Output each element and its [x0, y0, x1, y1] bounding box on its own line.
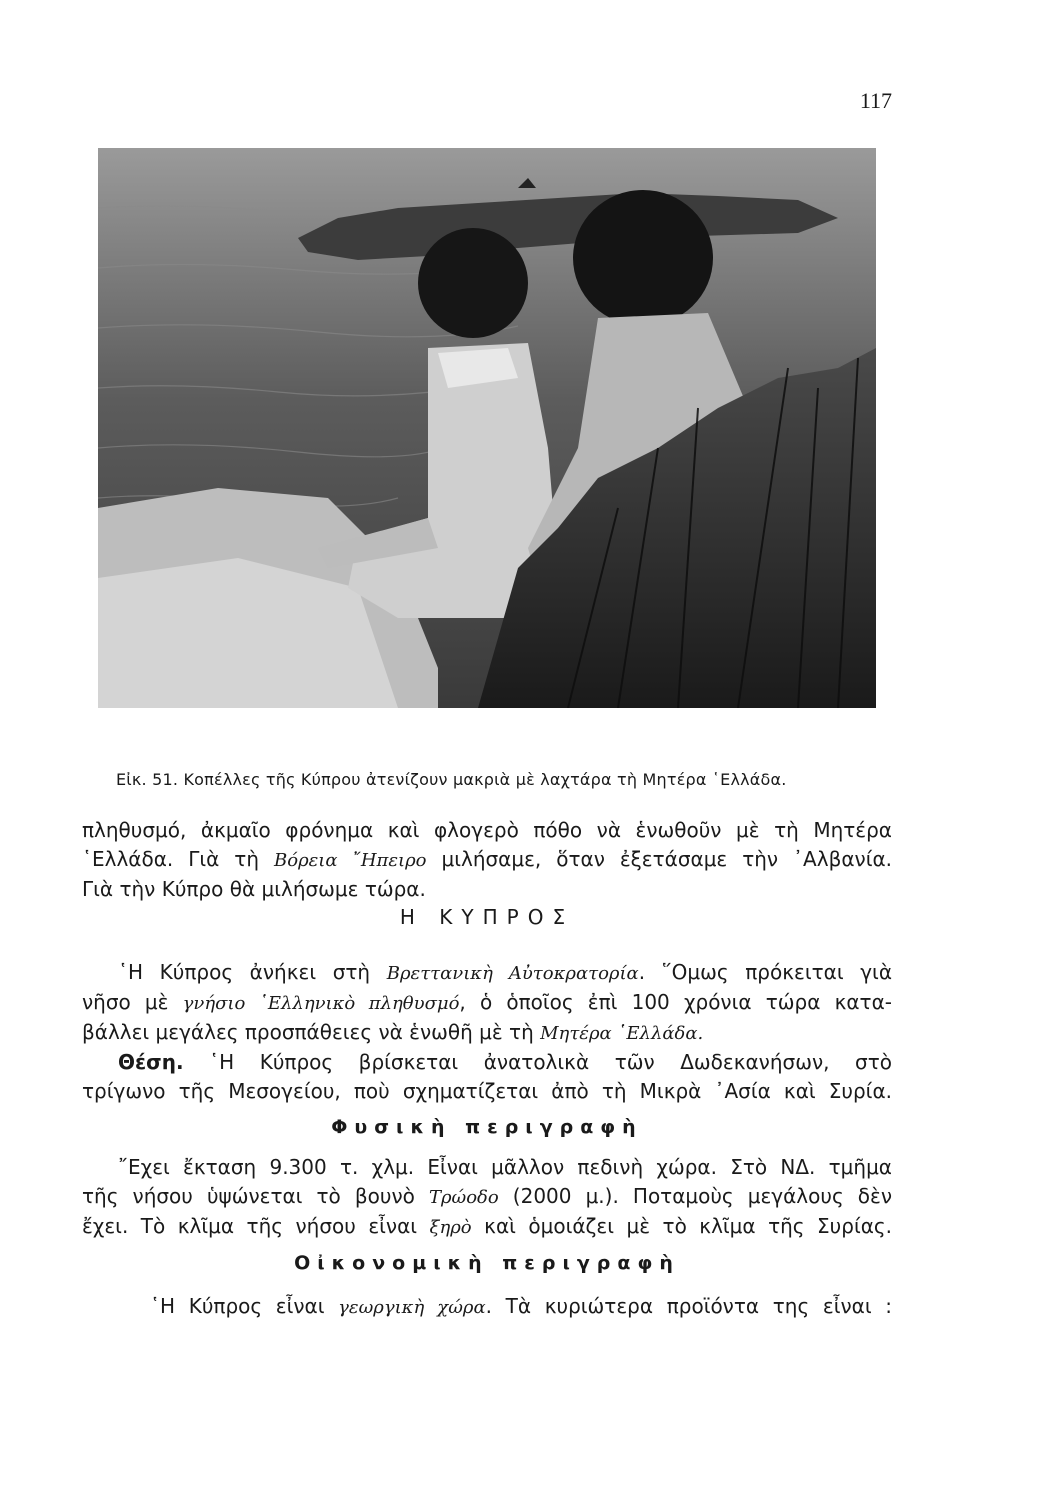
para4-line-1 [82, 1292, 892, 1322]
text: (2000 μ.). Ποταμοὺς μεγάλους δὲν [498, 1184, 892, 1208]
italic-text: γεωργικὴ χώρα [338, 1297, 486, 1318]
para2-line-1 [82, 1048, 892, 1077]
para3-line-1: ῎Εχει ἔκταση 9.300 τ. χλμ. Εἶναι μᾶλλον πεδινὴ χώρα. Στὸ ΝΔ. τμῆμα [118, 1155, 892, 1179]
text: . ῞Ομως πρόκειται γιὰ [638, 960, 892, 984]
page-number: 117 [859, 88, 892, 113]
text: , ὁ ὁποῖος ἐπὶ 100 χρόνια τώρα κατα- [459, 990, 892, 1014]
text: ῾Η Κύπρος βρίσκεται ἀνατολικὰ τῶν Δωδεκανήσων, στὸ [183, 1050, 892, 1074]
photo-icon [98, 148, 876, 708]
italic-text: Τρώοδο [428, 1187, 499, 1208]
intro-paragraph [82, 816, 892, 904]
text: καὶ ὁμοιάζει μὲ τὸ κλῖμα τῆς Συρίας. [471, 1214, 892, 1238]
text: . Τὰ κυριώτερα προϊόντα της εἶναι : [485, 1294, 892, 1318]
section-heading-physical: Φυσικὴ περιγραφὴ [331, 1116, 643, 1138]
heading-kypros: Η ΚΥΠΡΟΣ [399, 905, 575, 929]
italic-text: Μητέρα ῾Ελλάδα. [540, 1023, 704, 1044]
text: ῾Η Κύπρος ἀνήκει στὴ [118, 960, 387, 984]
italic-text: ξηρὸ [429, 1217, 472, 1238]
text: τῆς νήσου ὑψώνεται τὸ βουνὸ [82, 1184, 429, 1208]
text: βάλλει μεγάλες προσπάθειες νὰ ἑνωθῆ μὲ τὴ [82, 1020, 541, 1044]
paragraph-1 [82, 958, 892, 1048]
para3-line-3 [82, 1212, 892, 1242]
para3-line-2 [82, 1182, 892, 1212]
intro-line-1: πληθυσμό, ἀκμαῖο φρόνημα καὶ φλογερὸ πόθο νὰ ἑνωθοῦν μὲ τὴ Μητέρα [82, 818, 892, 842]
text: μιλήσαμε, ὅταν ἐξετάσαμε τὴν ᾿Αλβανία. [426, 847, 893, 871]
para1-line-2 [82, 988, 892, 1018]
intro-line-3: Γιὰ τὴν Κύπρο θὰ μιλήσωμε τώρα. [82, 877, 426, 901]
italic-text: γνήσιο ῾Ελληνικὸ πληθυσμό [182, 993, 460, 1014]
section-heading-economic: Οἰκονομικὴ περιγραφὴ [294, 1252, 680, 1274]
figure-caption: Εἰκ. 51. Κοπέλλες τῆς Κύπρου ἀτενίζουν μακριὰ μὲ λαχτάρα τὴ Μητέρα ῾Ελλάδα. [116, 770, 787, 789]
paragraph-2 [82, 1048, 892, 1106]
para1-line-3 [82, 1018, 892, 1048]
photo-two-women-by-sea [98, 148, 876, 708]
intro-line-2 [82, 845, 892, 875]
paragraph-4 [82, 1292, 892, 1322]
text: ῾Ελλάδα. Γιὰ τὴ [82, 847, 274, 871]
text: ἔχει. Τὸ κλῖμα τῆς νήσου εἶναι [82, 1214, 430, 1238]
italic-text: Βρεττανικὴ Αὐτοκρατορία [386, 963, 639, 984]
text: νῆσο μὲ [82, 990, 183, 1014]
paragraph-3 [82, 1153, 892, 1242]
para1-line-1 [82, 958, 892, 988]
italic-text: Βόρεια ῎Ηπειρο [274, 850, 427, 871]
text: ῾Η Κύπρος εἶναι [150, 1294, 339, 1318]
bold-lead: Θέση. [118, 1050, 184, 1074]
para2-line-2: τρίγωνο τῆς Μεσογείου, ποὺ σχηματίζεται ἀπὸ τὴ Μικρὰ ᾿Ασία καὶ Συρία. [82, 1079, 892, 1103]
